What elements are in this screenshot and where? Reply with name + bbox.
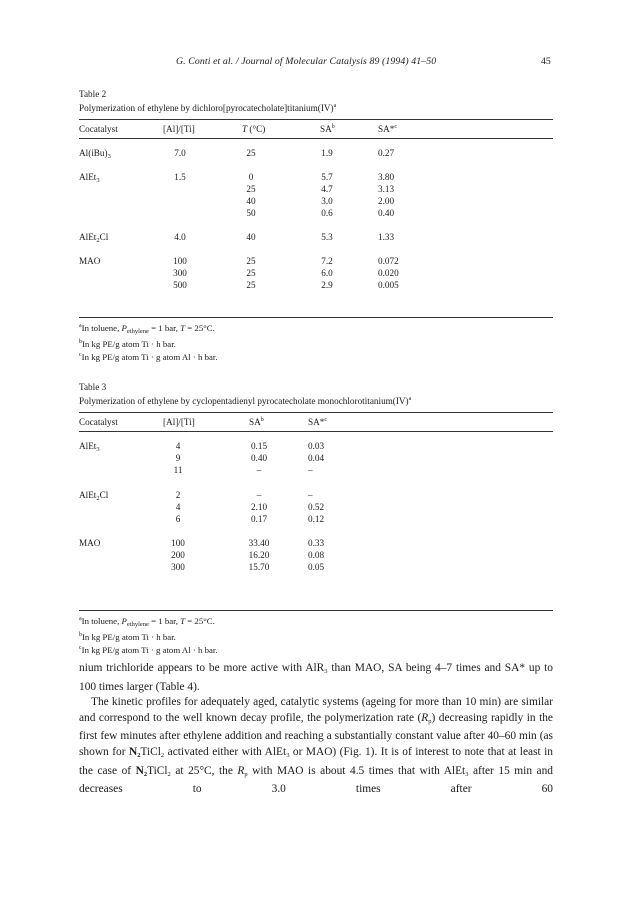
cell-ratio: 9 bbox=[175, 453, 181, 463]
cell-sa-star: 0.005 bbox=[378, 280, 399, 290]
cell-temp: 25 bbox=[246, 280, 256, 290]
cocatalyst-name: AlEt bbox=[79, 172, 97, 182]
cell-sa-star: 0.072 bbox=[378, 256, 399, 266]
cell-sa: 5.3 bbox=[321, 232, 333, 242]
table-row bbox=[79, 183, 553, 195]
col-header-cocatalyst: Cocatalyst bbox=[79, 417, 118, 427]
table-header-row bbox=[79, 413, 553, 431]
cocatalyst-name: Al(iBu) bbox=[79, 148, 108, 158]
cell-sa: – bbox=[256, 465, 262, 475]
table-body bbox=[79, 139, 553, 317]
cell-ratio: 4 bbox=[175, 502, 181, 512]
cell-sa-star: – bbox=[308, 465, 313, 475]
table-caption: Polymerization of ethylene by cyclopentadienyl pyrocatecholate monochlorotitanium(IV)$^a$ bbox=[79, 396, 412, 406]
footnote-c: $^c$In kg PE/g atom Ti · g atom Al · h bar. bbox=[79, 352, 218, 363]
table-bottom-rule bbox=[79, 610, 553, 611]
table-footnotes bbox=[79, 614, 553, 657]
table-row bbox=[79, 255, 553, 267]
table-row bbox=[79, 537, 553, 549]
cell-ratio: 6 bbox=[175, 514, 181, 524]
col-header-temp: T (°C) bbox=[242, 124, 266, 134]
cell-sa-star: 0.04 bbox=[308, 453, 325, 463]
cell-sa-star: 0.020 bbox=[378, 268, 399, 278]
page-number: 45 bbox=[541, 56, 551, 67]
paragraph: nium trichloride appears to be more active with AlR$_3$ than MAO, SA being 4–7 times and SA* up to 100 times larger (Table 4). bbox=[79, 662, 553, 693]
cell-temp: 25 bbox=[246, 184, 256, 194]
table-bottom-rule bbox=[79, 317, 553, 318]
cell-sa: 2.10 bbox=[250, 502, 268, 512]
cell-cocatalyst bbox=[79, 147, 111, 163]
cell-ratio: 500 bbox=[173, 280, 187, 290]
cell-ratio: 2 bbox=[175, 490, 181, 500]
cocatalyst-subscript: 2 bbox=[96, 237, 100, 244]
cell-temp: 40 bbox=[246, 232, 256, 242]
footnote-a: $^a$In toluene, $P_{ethylene} = 1$ bar, T = 25°C. bbox=[79, 323, 215, 335]
cell-cocatalyst bbox=[79, 255, 100, 267]
footnote-c: $^c$In kg PE/g atom Ti · g atom Al · h bar. bbox=[79, 645, 218, 656]
cocatalyst-name: MAO bbox=[79, 538, 101, 548]
table-row bbox=[79, 231, 553, 243]
cell-sa-star: 0.08 bbox=[308, 550, 325, 560]
table-row bbox=[79, 195, 553, 207]
cell-sa-star: 0.03 bbox=[308, 441, 325, 451]
table-row bbox=[79, 171, 553, 183]
col-header-sa-star: SA*$^c$ bbox=[308, 417, 328, 427]
cell-sa: – bbox=[256, 490, 262, 500]
col-header-sa: $SA^b$ bbox=[249, 417, 264, 427]
cocatalyst-subscript: 3 bbox=[96, 177, 100, 184]
cell-sa-star: 0.12 bbox=[308, 514, 325, 524]
table-row bbox=[79, 561, 553, 573]
cell-cocatalyst bbox=[79, 537, 100, 549]
cocatalyst-subscript: 3 bbox=[96, 446, 100, 453]
paragraph: The kinetic profiles for adequately aged, catalytic systems (ageing for more than 10 min) are similar and correspond to the well known decay profile, the polymerization rate $(R_p)$ decreasing rapidly in the first few minutes after ethylene addition and reaching a substantially constant value after 40–60 min (as shown for $N_2TiCl_2$ activated either with AlEt$_3$ or MAO) (Fig. 1). It is of interest to note that at least in the case of $N_2TiCl_2$ at 25°C, the $R_p$ with MAO is about 4.5 times that with AlEt$_3$ after 15 min and decreases to 3.0 times after 60 bbox=[79, 696, 553, 796]
cell-sa-star: 0.40 bbox=[378, 208, 395, 218]
table-label: Table 2 bbox=[79, 89, 107, 99]
running-head: G. Conti et al. / Journal of Molecular Catalysis 89 (1994) 41–50 bbox=[176, 56, 437, 67]
cell-temp: 25 bbox=[246, 268, 256, 278]
cell-sa: 4.7 bbox=[321, 184, 333, 194]
cocatalyst-name: AlEt bbox=[79, 232, 97, 242]
footnote-b: $^b$In kg PE/g atom Ti · h bar. bbox=[79, 339, 176, 350]
cocatalyst-subscript: 2 bbox=[96, 495, 100, 502]
footnote-marker: a bbox=[333, 103, 337, 109]
table-row bbox=[79, 513, 553, 525]
cell-ratio: 300 bbox=[173, 268, 187, 278]
cocatalyst-name: MAO bbox=[79, 256, 101, 266]
table-label: Table 3 bbox=[79, 382, 107, 392]
cell-sa-star: 2.00 bbox=[378, 196, 395, 206]
cell-sa: 0.15 bbox=[250, 441, 268, 451]
table-row bbox=[79, 452, 553, 464]
cocatalyst-tail: Cl bbox=[99, 490, 109, 500]
table-row bbox=[79, 147, 553, 159]
cell-ratio: 1.5 bbox=[174, 172, 186, 182]
cell-sa-star: 0.05 bbox=[308, 562, 325, 572]
cell-sa: 33.40 bbox=[248, 538, 270, 548]
cell-sa: 5.7 bbox=[321, 172, 333, 182]
col-header-cocatalyst: Cocatalyst bbox=[79, 124, 118, 134]
cell-sa: 0.17 bbox=[250, 514, 268, 524]
col-header-ratio: [Al]/[Ti] bbox=[163, 417, 195, 427]
table-footnotes bbox=[79, 321, 553, 364]
cocatalyst-tail: Cl bbox=[99, 232, 109, 242]
cell-ratio: 7.0 bbox=[174, 148, 186, 158]
cell-ratio: 4 bbox=[175, 441, 181, 451]
cell-ratio: 100 bbox=[173, 256, 187, 266]
cell-temp: 50 bbox=[246, 208, 256, 218]
table-header-row bbox=[79, 120, 553, 138]
cell-sa-star: 3.13 bbox=[378, 184, 395, 194]
cell-ratio: 4.0 bbox=[174, 232, 186, 242]
table-2 bbox=[79, 88, 553, 364]
cell-sa: 1.9 bbox=[321, 148, 333, 158]
cell-sa: 0.40 bbox=[250, 453, 268, 463]
cell-sa-star: – bbox=[308, 490, 313, 500]
cell-ratio: 100 bbox=[171, 538, 185, 548]
cell-sa-star: 3.80 bbox=[378, 172, 395, 182]
cocatalyst-subscript: 3 bbox=[107, 153, 111, 160]
cell-temp: 40 bbox=[246, 196, 256, 206]
cocatalyst-name: AlEt bbox=[79, 490, 97, 500]
table-3 bbox=[79, 381, 553, 657]
table-row bbox=[79, 549, 553, 561]
cell-ratio: 300 bbox=[171, 562, 185, 572]
cell-cocatalyst bbox=[79, 231, 108, 247]
body-text bbox=[79, 661, 553, 798]
col-header-sa-star: SA*$^c$ bbox=[378, 124, 398, 134]
cell-ratio: 11 bbox=[173, 465, 183, 475]
cell-sa: 3.0 bbox=[321, 196, 333, 206]
table-row bbox=[79, 464, 553, 476]
cell-sa: 16.20 bbox=[248, 550, 270, 560]
cell-sa: 15.70 bbox=[248, 562, 270, 572]
cocatalyst-name: AlEt bbox=[79, 441, 97, 451]
cell-sa-star: 0.52 bbox=[308, 502, 325, 512]
cell-temp: 25 bbox=[246, 256, 256, 266]
cell-temp: 0 bbox=[248, 172, 254, 182]
table-row bbox=[79, 279, 553, 291]
cell-sa-star: 0.33 bbox=[308, 538, 325, 548]
table-row bbox=[79, 267, 553, 279]
table-body bbox=[79, 432, 553, 610]
table-caption: Polymerization of ethylene by dichloro[pyrocatecholate]titanium(IV)$^a$ bbox=[79, 103, 337, 113]
cell-sa: 2.9 bbox=[321, 280, 333, 290]
footnote-marker: a bbox=[408, 396, 412, 402]
table-row bbox=[79, 207, 553, 219]
footnote-b: $^b$In kg PE/g atom Ti · h bar. bbox=[79, 632, 176, 643]
cell-ratio: 200 bbox=[171, 550, 185, 560]
col-header-ratio: [Al]/[Ti] bbox=[163, 124, 195, 134]
col-header-sa: $SA^b$ bbox=[320, 124, 335, 134]
table-row bbox=[79, 440, 553, 452]
cell-sa: 0.6 bbox=[321, 208, 333, 218]
cell-sa-star: 0.27 bbox=[378, 148, 395, 158]
cell-sa: 6.0 bbox=[321, 268, 333, 278]
cell-temp: 25 bbox=[246, 148, 256, 158]
table-row bbox=[79, 489, 553, 501]
footnote-a: $^a$In toluene, $P_{ethylene} = 1$ bar, T = 25°C. bbox=[79, 616, 215, 628]
cell-sa: 7.2 bbox=[321, 256, 333, 266]
table-row bbox=[79, 501, 553, 513]
cell-sa-star: 1.33 bbox=[378, 232, 395, 242]
